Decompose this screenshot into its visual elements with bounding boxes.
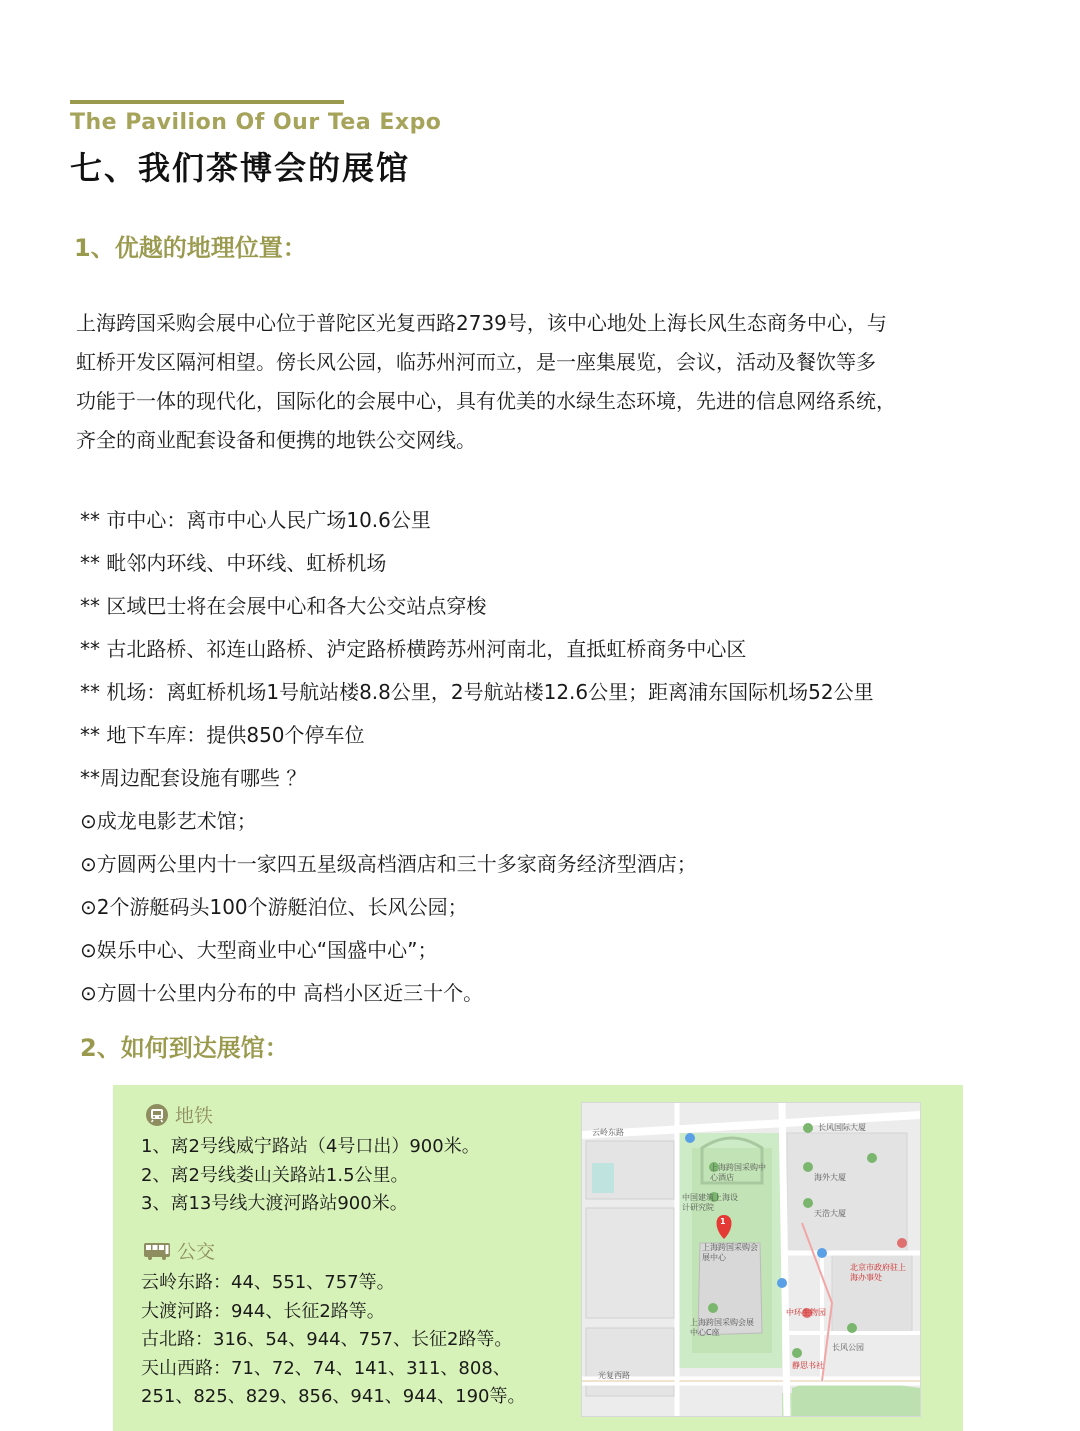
list-item: ** 市中心：离市中心人民广场10.6公里 bbox=[80, 508, 431, 532]
list-item: 古北路：316、54、944、757、长征2路等。 bbox=[141, 1329, 513, 1350]
list-item: 3、离13号线大渡河路站900米。 bbox=[141, 1193, 408, 1214]
section-heading-directions: 2、如何到达展馆： bbox=[80, 1034, 289, 1062]
list-item: 251、825、829、856、941、944、190等。 bbox=[141, 1386, 526, 1407]
intro-line: 上海跨国采购会展中心位于普陀区光复西路2739号，该中心地处上海长风生态商务中心，与 bbox=[76, 311, 887, 335]
list-item: ** 古北路桥、祁连山路桥、泸定路桥横跨苏州河南北，直抵虹桥商务中心区 bbox=[80, 637, 747, 661]
title-rule bbox=[70, 100, 344, 104]
intro-line: 齐全的商业配套设备和便携的地铁公交网线。 bbox=[76, 428, 476, 452]
list-item: ** 地下车库：提供850个停车位 bbox=[80, 723, 365, 747]
list-item: ** 区域巴士将在会展中心和各大公交站点穿梭 bbox=[80, 594, 487, 618]
map-label: 中环生物园 bbox=[786, 1308, 826, 1317]
bus-list bbox=[141, 1269, 526, 1412]
list-item: 1、离2号线威宁路站（4号口出）900米。 bbox=[141, 1136, 480, 1157]
list-item: ** 机场：离虹桥机场1号航站楼8.8公里，2号航站楼12.6公里；距离浦东国际机场52公里 bbox=[80, 680, 874, 704]
list-item: ⊙方圆十公里内分布的中 高档小区近三十个。 bbox=[80, 981, 484, 1005]
metro-list bbox=[141, 1133, 480, 1219]
metro-icon bbox=[145, 1103, 169, 1127]
map-label: 长风公园 bbox=[832, 1343, 864, 1352]
list-item: ⊙娱乐中心、大型商业中心“国盛中心”； bbox=[80, 938, 438, 962]
map-label: 北京市政府驻上海办事处 bbox=[850, 1263, 906, 1282]
map-label: 云岭东路 bbox=[592, 1128, 624, 1137]
map-marker-label: 1 bbox=[720, 1217, 726, 1226]
metro-heading bbox=[145, 1101, 213, 1128]
map-label: 上海跨国采购中心酒店 bbox=[710, 1163, 766, 1182]
map-label: 中国建筑上海设计研究院 bbox=[682, 1193, 738, 1212]
bus-label: 公交 bbox=[177, 1241, 216, 1263]
metro-label: 地铁 bbox=[175, 1105, 214, 1127]
list-item: ⊙成龙电影艺术馆； bbox=[80, 809, 257, 833]
bus-icon bbox=[143, 1241, 171, 1261]
list-item: 天山西路：71、72、74、141、311、808、 bbox=[141, 1357, 511, 1379]
map-label: 上海跨国采购会展中心 bbox=[702, 1243, 758, 1262]
transport-panel bbox=[113, 1085, 963, 1431]
feature-list bbox=[80, 499, 1060, 1015]
list-item: 大渡河路：944、长征2路等。 bbox=[141, 1300, 385, 1322]
map-label: 上海跨国采购会展中心C座 bbox=[690, 1318, 754, 1337]
page-title: 七、我们茶博会的展馆 bbox=[70, 149, 411, 187]
map-label: 海外大厦 bbox=[814, 1173, 846, 1182]
list-item: ** 毗邻内环线、中环线、虹桥机场 bbox=[80, 551, 387, 575]
map-label: 天浩大厦 bbox=[814, 1209, 846, 1218]
list-item: ⊙2个游艇码头100个游艇泊位、长风公园； bbox=[80, 895, 468, 919]
list-item: ⊙方圆两公里内十一家四五星级高档酒店和三十多家商务经济型酒店； bbox=[80, 852, 697, 876]
section-heading-location: 1、优越的地理位置： bbox=[74, 234, 307, 262]
intro-paragraph bbox=[76, 304, 1041, 460]
list-item: **周边配套设施有哪些 ？ bbox=[80, 766, 307, 790]
intro-line: 虹桥开发区隔河相望。傍长风公园，临苏州河而立，是一座集展览，会议，活动及餐饮等多 bbox=[76, 350, 876, 374]
list-item: 2、离2号线娄山关路站1.5公里。 bbox=[141, 1164, 409, 1186]
map-label: 静思书社 bbox=[792, 1361, 824, 1370]
map-label: 长风国际大厦 bbox=[818, 1123, 866, 1132]
english-title: The Pavilion Of Our Tea Expo bbox=[70, 110, 442, 135]
map-label: 光复西路 bbox=[598, 1371, 630, 1380]
list-item: 云岭东路：44、551、757等。 bbox=[141, 1272, 395, 1293]
location-map[interactable] bbox=[581, 1102, 921, 1417]
bus-heading bbox=[143, 1237, 215, 1264]
intro-line: 功能于一体的现代化，国际化的会展中心，具有优美的水绿生态环境，先进的信息网络系统， bbox=[76, 389, 896, 413]
